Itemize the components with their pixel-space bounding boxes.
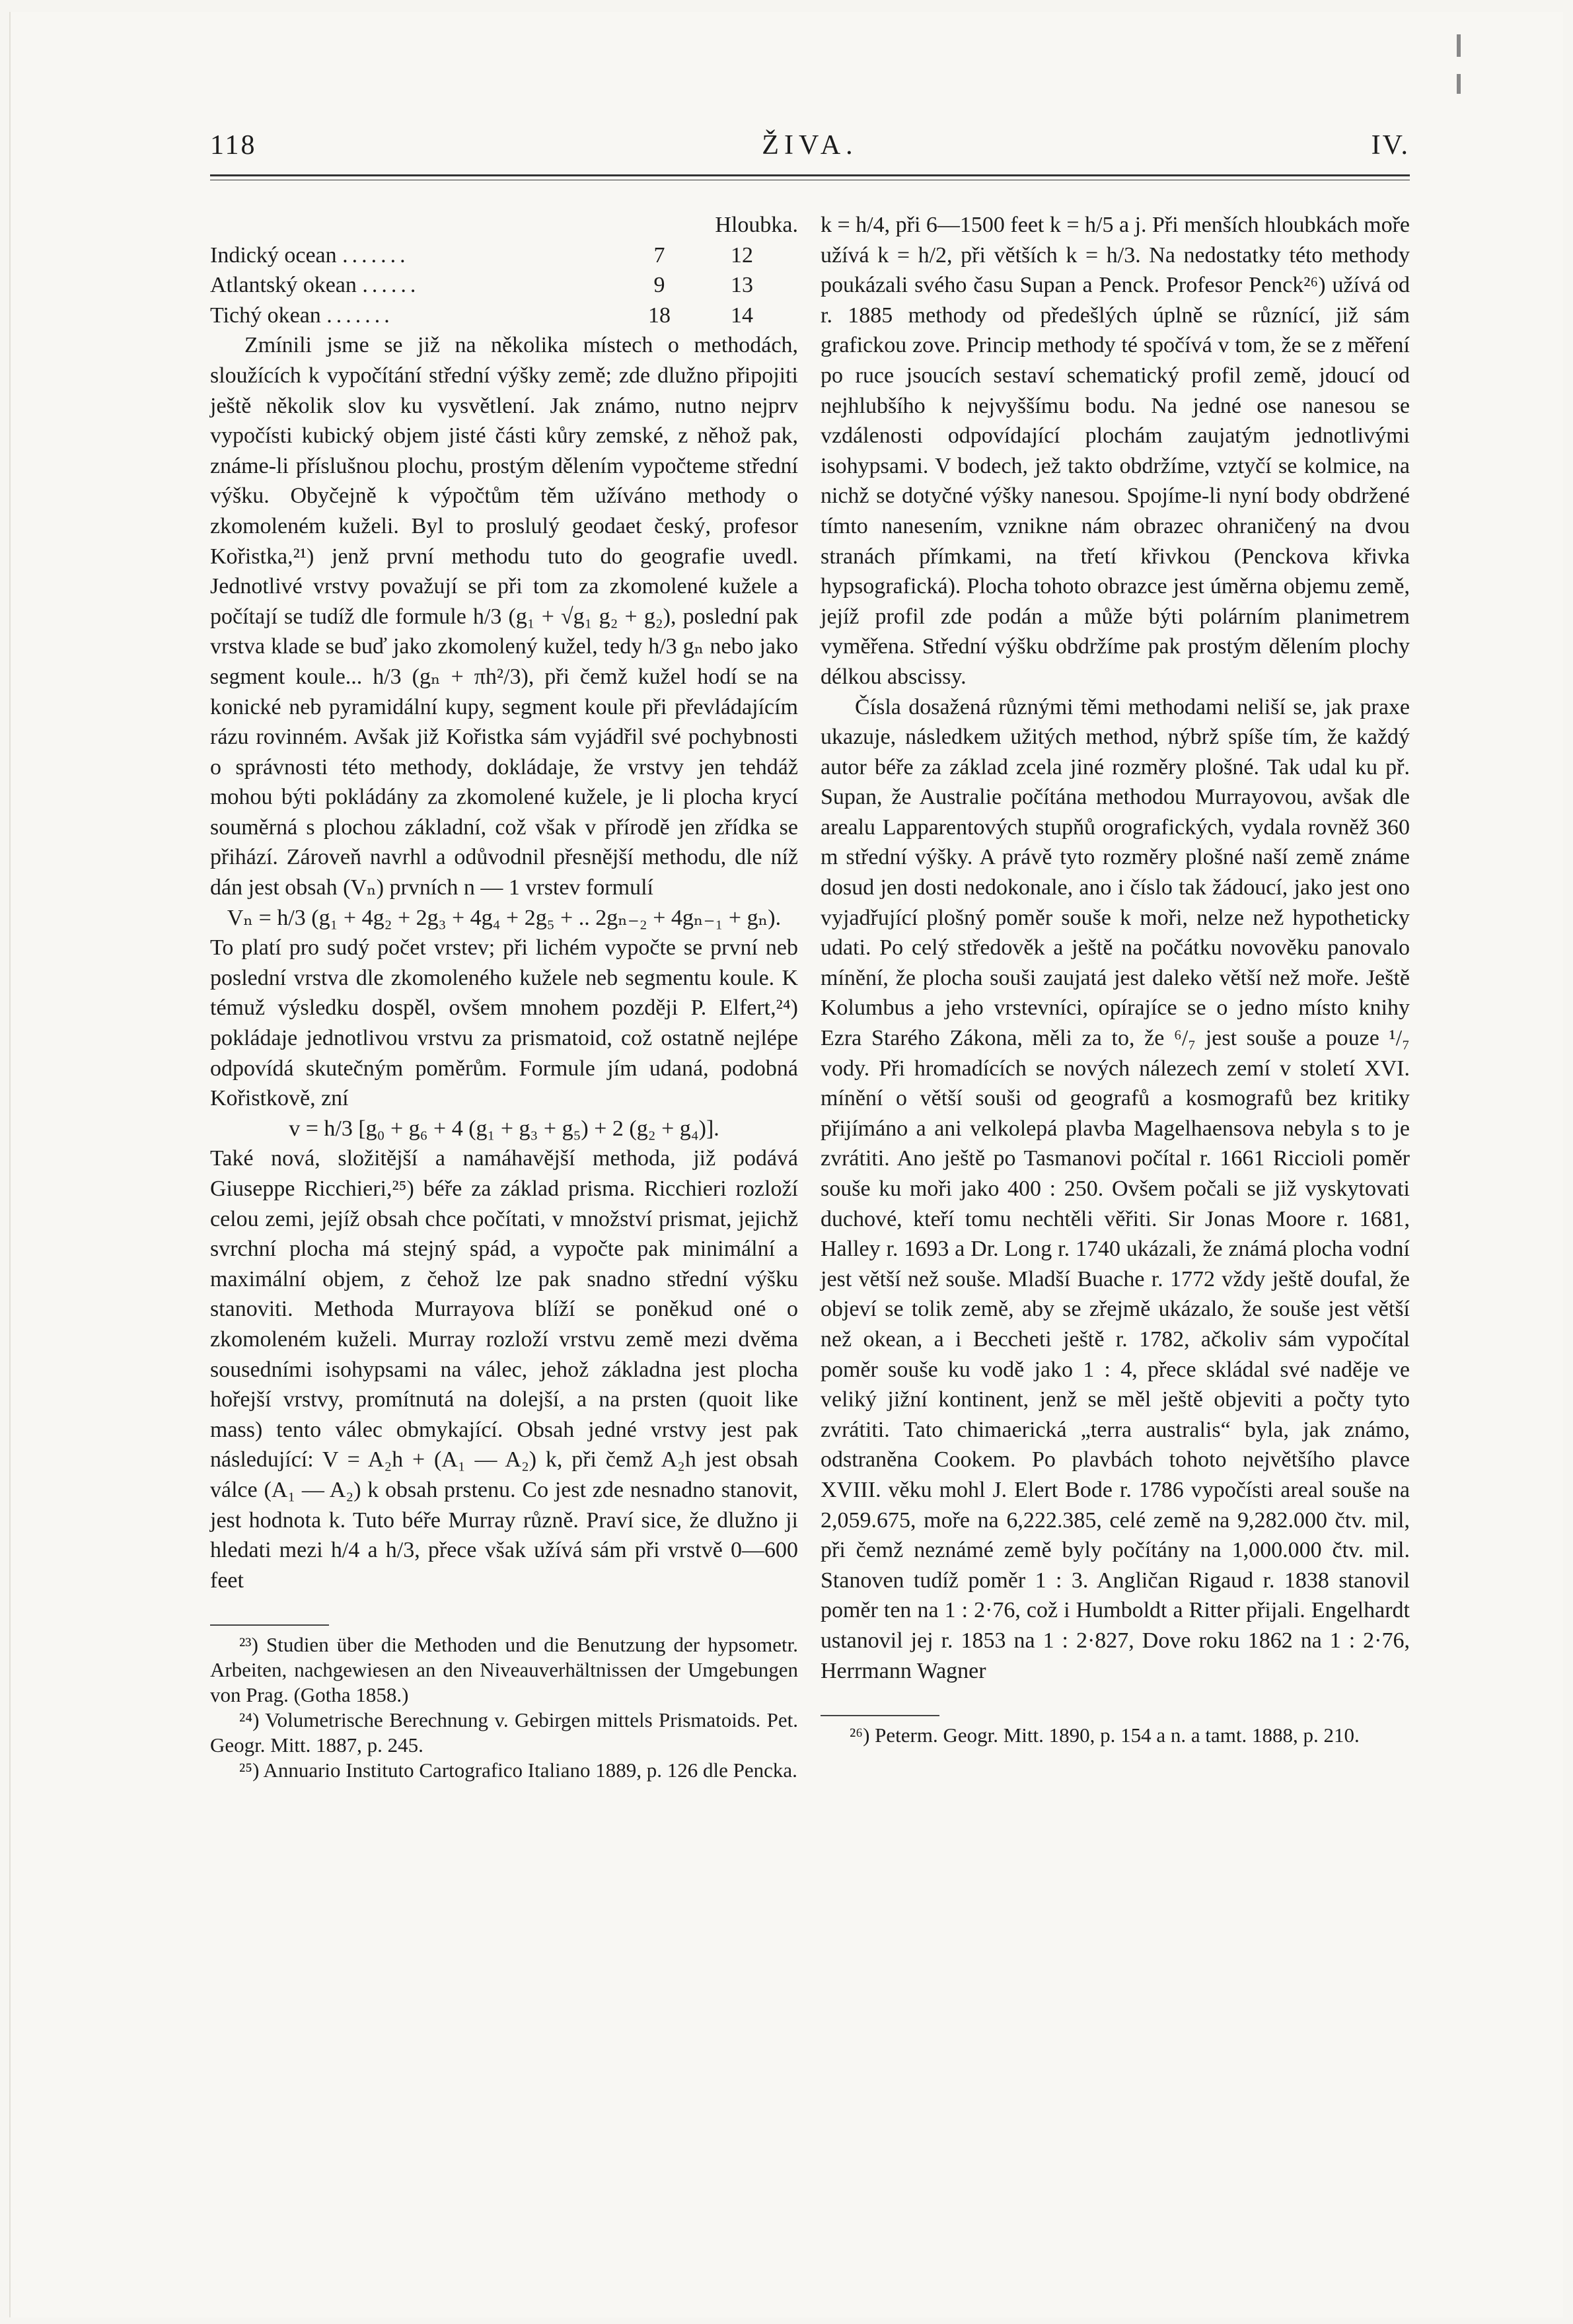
footnotes-right	[821, 1715, 1410, 1748]
body-paragraph: Také nová, složitější a namáhavější methoda, již podává Giuseppe Ricchieri,²⁵) béře za základ prisma. Ricchieri rozloží celou zemi, jejíž obsah chce počítati, v množství prismat, jejichž svrchní plocha má stejný spád, a vypočte pak minimální a maximální objem, z čehož lze pak snadno střední výšku stanoviti. Methoda Murrayova blíží se poněkud oné o zkomoleném kuželi. Murray rozloží vrstvu země mezi dvěma sousedními isohypsami na válec, jehož základna jest plocha hořejší vrstvy, promítnutá na dolejší, a na prsten (quoit like mass) tento válec obmykající. Obsah jedné vrstvy jest pak následující: V = A₂h + (A₁ — A₂) k, při čemž A₂h jest obsah válce (A₁ — A₂) k obsah prstenu. Co jest zde nesnadno stanovit, jest hodnota k. Tuto béře Murray různě. Praví sice, že dlužno ji hledati mezi h/4 a h/3, přece však užívá sám při vrstvě 0—600 feet	[210, 1146, 798, 1593]
table-row-name	[210, 301, 633, 331]
formula: v = h/3 [g₀ + g₆ + 4 (g₁ + g₃ + g₅) + 2 (g₂ + g₄)].	[289, 1116, 719, 1141]
leader-dots: .......	[326, 303, 394, 328]
table-cell: 13	[731, 273, 753, 298]
table-row-name	[210, 270, 633, 301]
body-paragraph: Čísla dosažená různými těmi methodami neliší se, jak praxe ukazuje, následkem užitých method, nýbrž spíše tím, že každý autor béře za základ zcela jiné rozměry plošné. Tak udal ku př. Supan, že Australie počítána methodou Murrayovou, avšak dle arealu Lapparentových stupňů orografických, vydala rovněž 360 m střední výšky. A právě tyto rozměry plošné naší země známe dosud jen dosti nedokonale, ano i číslo tak žádoucí, jako jest ono vyjadřující plošný poměr souše k moři, nelze než hypotheticky udati. Po celý středověk a ještě na počátku novověku panovalo mínění, že plocha souši zaujatá jest daleko větší než moře. Ještě Kolumbus a jeho vrstevníci, opírajíce se o jedno místo knihy Ezra Starého Zákona, měli za to, že ⁶/₇ jest souše a pouze ¹/₇ vody. Při hromadících se nových nálezech zemí v století XVI. mínění o větší souši od geografů a kosmografů bez kritiky přijímáno a ani velkolepá plavba Magelhaensova nebyla s to je zvrátiti. Ano ještě po Tasmanovi počítal r. 1661 Riccioli poměr souše ku moři jako 400 : 250. Ovšem počali se již vyskytovati duchové, kteří tomu nechtěli věřiti. Sir Jonas Moore r. 1681, Halley r. 1693 a Dr. Long r. 1740 ukázali, že známá plocha vodní jest větší než souše. Mladší Buache r. 1772 vždy ještě doufal, že objeví se tolik země, aby se zřejmě ukázalo, že souše jest větší než okean, a i Beccheti ještě r. 1782, ačkoliv sám vypočítal poměr souše ku vodě jako 1 : 4, přece skládal své naděje ve veliký jižní kontinent, jenž se měl ještě objeviti a počty tyto zvrátiti. Tato chimaerická „terra australis“ byla, jak známo, odstraněna Cookem. Po plavbách tohoto největšího plavce XVIII. věku mohl J. Elert Bode r. 1786 vypočísti areal souše na 2,059.675, moře na 6,222.385, celé země na 9,282.000 čtv. mil, při čemž neznámé země byly počítány na 1,000.000 čtv. mil. Stanoven tudíž poměr 1 : 3. Angličan Rigaud r. 1838 stanovil poměr ten na 1 : 2·76, což i Humboldt a Ritter přijali. Engelhardt ustanovil jej r. 1853 na 1 : 2·827, Dove roku 1862 na 1 : 2·76, Herrmann Wagner	[821, 694, 1410, 1683]
left-column	[210, 210, 798, 1783]
formula: Vₙ = h/3 (g₁ + 4g₂ + 2g₃ + 4g₄ + 2g₅ + .. 2gₙ₋₂ + 4gₙ₋₁ + gₙ).	[227, 905, 782, 930]
table-cell: 12	[731, 242, 753, 268]
table-cell: 18	[648, 303, 671, 328]
ocean-name: Atlantský okean	[210, 273, 357, 298]
footnote: ²⁵) Annuario Instituto Cartografico Italiano 1889, p. 126 dle Pencka.	[239, 1759, 797, 1782]
table-row-name	[210, 240, 633, 271]
header-rule	[210, 174, 1410, 176]
volume-number: IV.	[1371, 130, 1410, 161]
footnote: ²⁴) Volumetrische Berechnung v. Gebirgen mittels Prismatoids. Pet. Geogr. Mitt. 1887, p. 245.	[210, 1708, 798, 1757]
footnotes-left	[210, 1624, 798, 1783]
running-header	[210, 129, 1410, 169]
body-paragraph: Zmínili jsme se již na několika místech o methodách, sloužících k vypočítání střední výšky země; zde dlužno připojiti ještě několik slov ku vysvětlení. Jak známo, nutno nejprv vypočísti kubický objem jisté části kůry zemské, z něhož pak, známe-li příslušnou plochu, prostým dělením vypočteme střední výšku. Obyčejně k výpočtům těm užíváno methody o zkomoleném kuželi. Byl to proslulý geodaet český, profesor Kořistka,²¹) jenž první methodu tuto do geografie uvedl. Jednotlivé vrstvy považují se při tom za zkomolené kužele a počítají se tudíž dle formule h/3 (g₁ + √g₁ g₂ + g₂), poslední pak vrstva klade se buď jako zkomolený kužel, tedy h/3 gₙ nebo jako segment koule... h/3 (gₙ + πh²/3), při čemž kužel hodí se na konické neb pyramidální kupy, segment koule při převládajícím rázu rovinném. Avšak již Kořistka sám vyjádřil své pochybnosti o správnosti této methody, dokládaje, že vrstvy jen tehdáž mohou býti pokládány za zkomolené kužele, je li plocha krycí souměrná s plochou základní, což však v přírodě jen zřídka se přihází. Zároveň navrhl a odůvodnil přesnější methodu, dle níž dán jest obsah (Vₙ) prvních n — 1 vrstev formulí	[210, 333, 798, 900]
edge-mark	[1457, 74, 1461, 94]
page-number: 118	[210, 130, 257, 161]
ocean-depth-table	[210, 210, 798, 330]
edge-mark	[1457, 34, 1461, 57]
body-paragraph: To platí pro sudý počet vrstev; při lichém vypočte se první neb poslední vrstva dle zkomoleného kužele neb segmentu koule. K témuž výsledku dospěl, ovšem mnohem později P. Elfert,²⁴) pokládaje jednotlivou vrstvu za prismatoid, což ostatně nejlépe odpovídá skutečným poměrům. Formule jím udaná, podobná Kořistkově, zní	[210, 935, 798, 1111]
body-paragraph: k = h/4, při 6—1500 feet k = h/5 a j. Při menších hloubkách moře užívá k = h/2, při větších k = h/3. Na nedostatky této methody poukázali svého času Supan a Penck. Profesor Penck²⁶) užívá od r. 1885 methody od předešlých úplně se různící, již sám grafickou zove. Princip methody té spočívá v tom, že se z měření po ruce jsoucích sestaví schematický profil země, jdoucí od nejhlubšího k nejvyššímu bodu. Na jedné ose nanesou se vzdálenosti odpovídající plochám zaujatým jednotlivými isohypsami. V bodech, jež takto obdržíme, vztyčí se kolmice, na nichž se dotyčné výšky nanesou. Spojíme-li nyní body obdržené tímto nanesením, vznikne nám obrazec ohraničený na dvou stranách přímkami, na třetí křivkou (Penckova křivka hypsografická). Plocha tohoto obrazce jest úměrna objemu země, jejíž profil zde podán a může býti polárním planimetrem vyměřena. Střední výšku obdržíme pak prostým dělením plochy délkou abscissy.	[821, 213, 1410, 689]
table-header: Hloubka.	[715, 213, 798, 237]
table-cell: 14	[731, 303, 753, 328]
leader-dots: ......	[362, 273, 420, 298]
footnote-separator	[821, 1715, 939, 1716]
footnote: ²³) Studien über die Methoden und die Benutzung der hypsometr. Arbeiten, nachgewiesen an den Niveauverhältnissen der Umgebungen von Prag. (Gotha 1858.)	[210, 1633, 798, 1707]
right-column	[821, 210, 1410, 1748]
footnote: ²⁶) Peterm. Geogr. Mitt. 1890, p. 154 a n. a tamt. 1888, p. 210.	[850, 1724, 1360, 1747]
table-cell: 9	[653, 273, 665, 298]
table-cell: 7	[653, 242, 665, 268]
ocean-name: Tichý okean	[210, 303, 321, 328]
leader-dots: .......	[342, 242, 410, 268]
footnote-separator	[210, 1624, 329, 1626]
journal-title: ŽIVA.	[762, 130, 858, 161]
ocean-name: Indický ocean	[210, 242, 337, 268]
